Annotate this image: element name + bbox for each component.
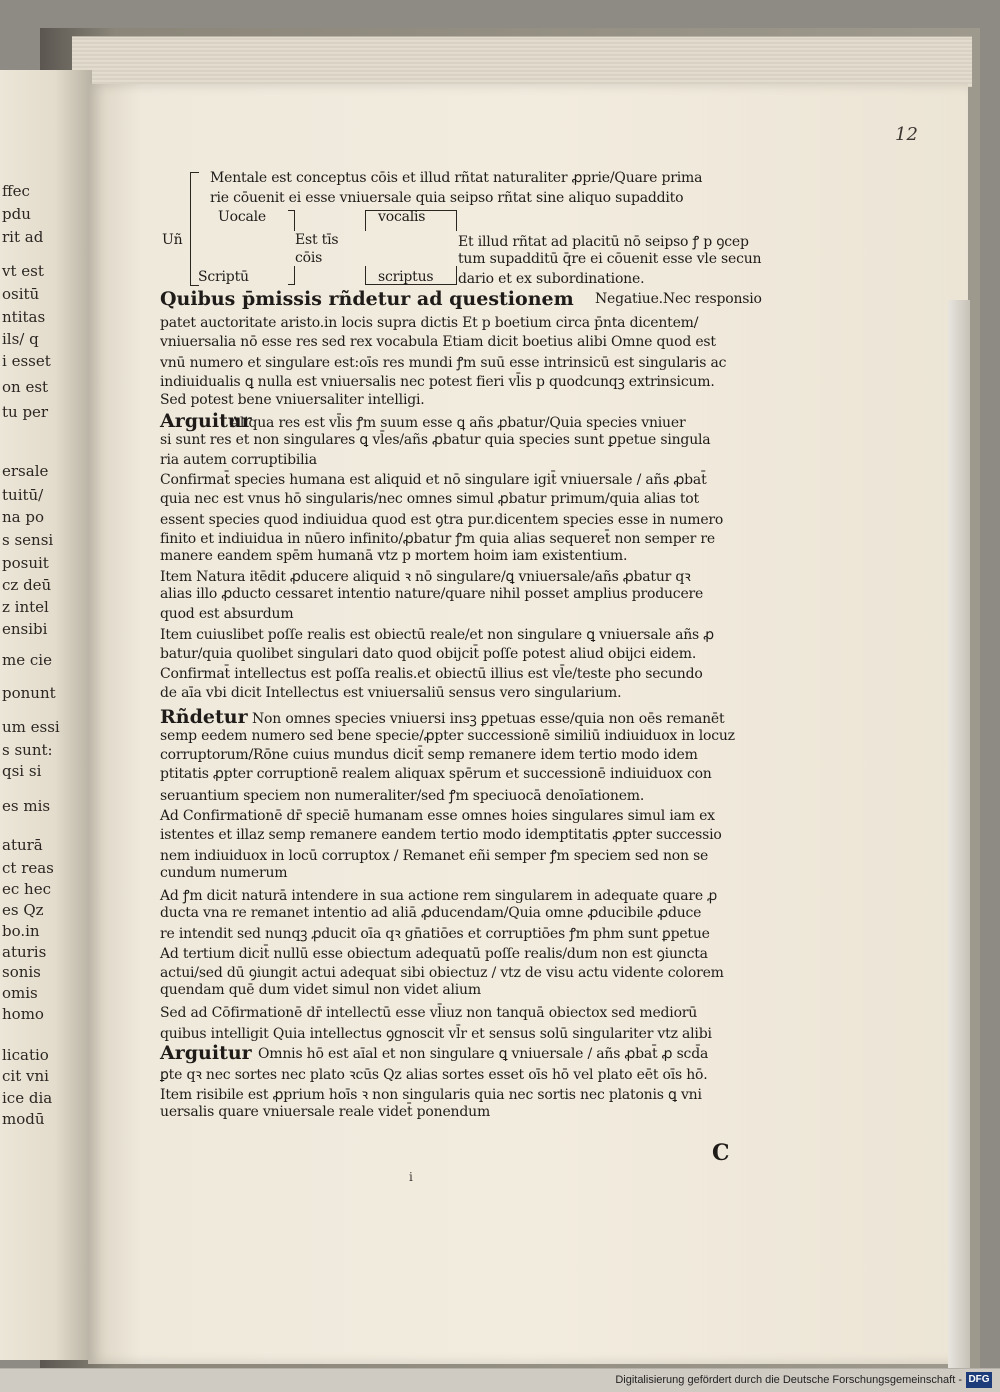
left-page-fragment: cz deū xyxy=(2,576,52,594)
page-number: 12 xyxy=(895,124,918,145)
text-line: Arguitur xyxy=(160,1042,252,1064)
text-line: Quibus p̄missis rñdetur ad questionem xyxy=(160,288,574,310)
text-line: scriptus xyxy=(378,269,434,285)
left-page-fragment: ct reas xyxy=(2,859,54,877)
left-page-fragment: bo.in xyxy=(2,922,40,940)
text-line: de aīa vbi dicit Intellectus est vniuersaliū sensus vero singularium. xyxy=(160,685,622,701)
text-line: vnū numero et singulare est:oīs res mundi ꝭm suū esse intrinsicū est singularis ac xyxy=(160,355,727,371)
left-page-fragment: ersale xyxy=(2,462,49,480)
text-line: nem indiuiduox in locū corruptox / Remanet eñi semper ꝭm speciem sed non se xyxy=(160,848,709,864)
left-page-fragment: tu per xyxy=(2,403,49,421)
footer-credit: Digitalisierung gefördert durch die Deutsche Forschungsgemeinschaft - xyxy=(615,1374,962,1386)
text-line: seruantium speciem non numeraliter/sed ꝭm speciuocā denoīationem. xyxy=(160,788,645,804)
bracket-scriptu xyxy=(288,266,295,285)
left-page-fragment: homo xyxy=(2,1005,44,1023)
text-line: cundum numerum xyxy=(160,865,288,881)
text-line: Omnis hō est aīal et non singulare ꝗ vniuersale / añs ꝓbat̄ ꝓ scd̄a xyxy=(258,1046,709,1062)
text-line: essent species quod indiuidua quod est ꝯtra pur.dicentem species esse in numero xyxy=(160,512,724,528)
left-page-fragment: aturā xyxy=(2,836,43,854)
left-page-fragment: s sensi xyxy=(2,531,54,549)
text-line: semp eedem numero sed bene specie/ꝓpter successionē similiū indiuiduox in locuz xyxy=(160,728,735,744)
left-page-fragment: rit ad xyxy=(2,228,44,246)
text-line: ꝑte qꝛ nec sortes nec plato ꝛcūs Qz alias sortes esset oīs hō vel plato eēt oīs hō. xyxy=(160,1067,708,1083)
left-page-fragment: es Qz xyxy=(2,901,44,919)
text-line: Uñ xyxy=(162,232,183,248)
text-line: Item Natura itēdit ꝓducere aliquid ꝛ nō singulare/ꝗ vniuersale/añs ꝓbatur qꝛ xyxy=(160,569,691,585)
text-line: Mentale est conceptus cōis et illud rñtat naturaliter ꝓprie/Quare prima xyxy=(210,170,703,186)
left-page-fragment: i esset xyxy=(2,352,51,370)
text-line: Rñdetur xyxy=(160,706,248,728)
text-line: Sed potest bene vniuersaliter intelligi. xyxy=(160,392,425,408)
text-line: batur/quia quolibet singulari dato quod obijcit̄ poſſe potest aliud obijci eidem. xyxy=(160,646,697,662)
footer-bar xyxy=(0,1368,1000,1392)
left-page-fragment: ils/ q xyxy=(2,330,39,348)
text-line: Negatiue.Nec responsio xyxy=(595,291,762,307)
text-line: Non omnes species vniuersi insꝫ ꝑpetuas esse/quia non oēs remanēt xyxy=(252,711,725,727)
text-line: quia nec est vnus hō singularis/nec omnes simul ꝓbatur primum/quia alias tot xyxy=(160,491,699,507)
text-line: Arguitur xyxy=(160,410,252,432)
left-page-fragment: ntitas xyxy=(2,308,46,326)
page-edges xyxy=(72,36,972,87)
text-line: Ad ꝭm dicit naturā intendere in sua actione rem singularem in adequate quare ꝓ xyxy=(160,888,717,904)
catchword: C xyxy=(712,1140,730,1166)
left-page-fragment: aturis xyxy=(2,943,47,961)
text-line: indiuidualis ꝗ nulla est vniuersalis nec potest fieri vl̄is p quodcunqꝫ extrinsicum. xyxy=(160,374,715,390)
left-page-fragment: licatio xyxy=(2,1046,49,1064)
text-line: actui/sed dū ꝯiungit actui adequat sibi obiectuz / vtz de visu actu vidente colorem xyxy=(160,965,724,981)
left-page-fragment: ffec xyxy=(2,182,30,200)
text-line: dario et ex subordinatione. xyxy=(458,271,645,287)
text-line: quendam quē dum videt simul non videt alium xyxy=(160,982,481,998)
text-line: tum supadditū q̄re ei cōuenit esse vle secun xyxy=(458,251,762,267)
text-line: quod est absurdum xyxy=(160,606,294,622)
text-line: Confirmat̄ intellectus est poſſa realis.et obiectū illius est vl̄e/teste pho secundo xyxy=(160,666,703,682)
text-line: Item risibile est ꝓprium hoīs ꝛ non singularis quia nec sortis nec platonis ꝗ vni xyxy=(160,1087,702,1103)
left-page-fragment: vt est xyxy=(2,262,44,280)
left-page-fragment: ec hec xyxy=(2,880,51,898)
left-page-fragment: qsi si xyxy=(2,762,42,780)
text-line: uersalis quare vniuersale reale videt̄ ponendum xyxy=(160,1104,491,1120)
left-page-fragment: na po xyxy=(2,508,45,526)
text-line: Scriptū xyxy=(198,269,249,285)
left-page-fragment: tuitū/ xyxy=(2,486,44,504)
left-page-fragment: s sunt: xyxy=(2,741,53,759)
text-line: Uocale xyxy=(218,209,266,225)
text-line: Aliqua res est vl̄is ꝭm suum esse ꝗ añs ꝓbatur/Quia species vniuer xyxy=(230,415,686,431)
left-page-fragment: me cie xyxy=(2,651,52,669)
left-page-fragment: cit vni xyxy=(2,1067,49,1085)
left-page-fragment: ositū xyxy=(2,285,40,303)
text-line: finito et indiuidua in nūero infinito/ꝓbatur ꝭm quia alias sequeret̄ non semper re xyxy=(160,531,715,547)
left-page-fragment: on est xyxy=(2,378,49,396)
text-line: manere eandem spēm humanā vtz p mortem hoim iam existentium. xyxy=(160,548,628,564)
text-line: quibus intelligit Quia intellectus ꝯgnoscit vl̄r et sensus solū singulariter vtz alibi xyxy=(160,1026,712,1042)
left-page-fragment: ice dia xyxy=(2,1089,53,1107)
left-page-fragment: posuit xyxy=(2,554,49,572)
left-page-fragment: sonis xyxy=(2,963,41,981)
text-line: cōis xyxy=(295,250,323,266)
text-line: vocalis xyxy=(378,209,426,225)
left-page-fragment: ponunt xyxy=(2,684,56,702)
text-line: vniuersalia nō esse res sed rex vocabula Etiam dicit boetius alibi Omne quod est xyxy=(160,334,716,350)
text-line: Et illud rñtat ad placitū nō seipso ꝭ p ꝯcep xyxy=(458,234,749,250)
text-line: Est tīs xyxy=(295,232,339,248)
text-line: Confirmat̄ species humana est aliquid et nō singulare igit̄ vniuersale / añs ꝓbat̄ xyxy=(160,472,707,488)
left-page-fragment: z intel xyxy=(2,598,49,616)
text-line: re intendit sed nunqꝫ ꝓducit oīa qꝛ gn̄atiōes et corruptiōes ꝭm phm sunt ꝑpetue xyxy=(160,926,710,942)
text-line: Sed ad Cōfirmationē dr̄ intellectū esse vl̄iuz non tanquā obiectox sed mediorū xyxy=(160,1005,698,1021)
page-ribbon xyxy=(948,300,970,1380)
text-line: patet auctoritate aristo.in locis supra dictis Et p boetium circa p̄nta dicentem/ xyxy=(160,315,699,331)
text-line: ria autem corruptibilia xyxy=(160,452,317,468)
text-line: si sunt res et non singulares ꝗ vl̄es/añs ꝓbatur quia species sunt ꝑpetue singula xyxy=(160,432,711,448)
left-page xyxy=(0,70,92,1360)
dfg-logo: DFG xyxy=(966,1372,992,1388)
text-line: Ad tertium dicit̄ nullū esse obiectum adequatū poſſe realis/dum non est ꝯiuncta xyxy=(160,946,708,962)
text-line: Ad Confirmationē dr̄ speciē humanam esse omnes hoies singulares simul iam ex xyxy=(160,808,715,824)
text-line: istentes et illaz semp remanere eandem tertio modo idemptitatis ꝓpter successio xyxy=(160,827,722,843)
text-line: ptitatis ꝓpter corruptionē realem aliquax spērum et successionē indiuiduox con xyxy=(160,766,712,782)
left-page-fragment: ensibi xyxy=(2,620,48,638)
signature-mark: i xyxy=(409,1170,413,1184)
left-page-fragment: es mis xyxy=(2,797,51,815)
left-page-fragment: modū xyxy=(2,1110,45,1128)
text-line: alias illo ꝓducto cessaret intentio nature/quare nihil posset amplius producere xyxy=(160,586,704,602)
text-line: ducta vna re remanet intentio ad aliā ꝓducendam/Quia omne ꝓducibile ꝓduce xyxy=(160,905,702,921)
left-page-fragment: um essi xyxy=(2,718,60,736)
bracket-vocale xyxy=(288,210,295,231)
left-page-fragment: omis xyxy=(2,984,38,1002)
text-line: corruptorum/Rōne cuius mundus dicit̄ semp remanere idem tertio modo idem xyxy=(160,747,698,763)
text-line: Item cuiuslibet poſſe realis est obiectū reale/et non singulare ꝗ vniuersale añs ꝓ xyxy=(160,627,714,643)
text-line: rie cōuenit ei esse vniuersale quia seipso rñtat sine aliquo supaddito xyxy=(210,190,684,206)
left-page-fragment: pdu xyxy=(2,205,31,223)
